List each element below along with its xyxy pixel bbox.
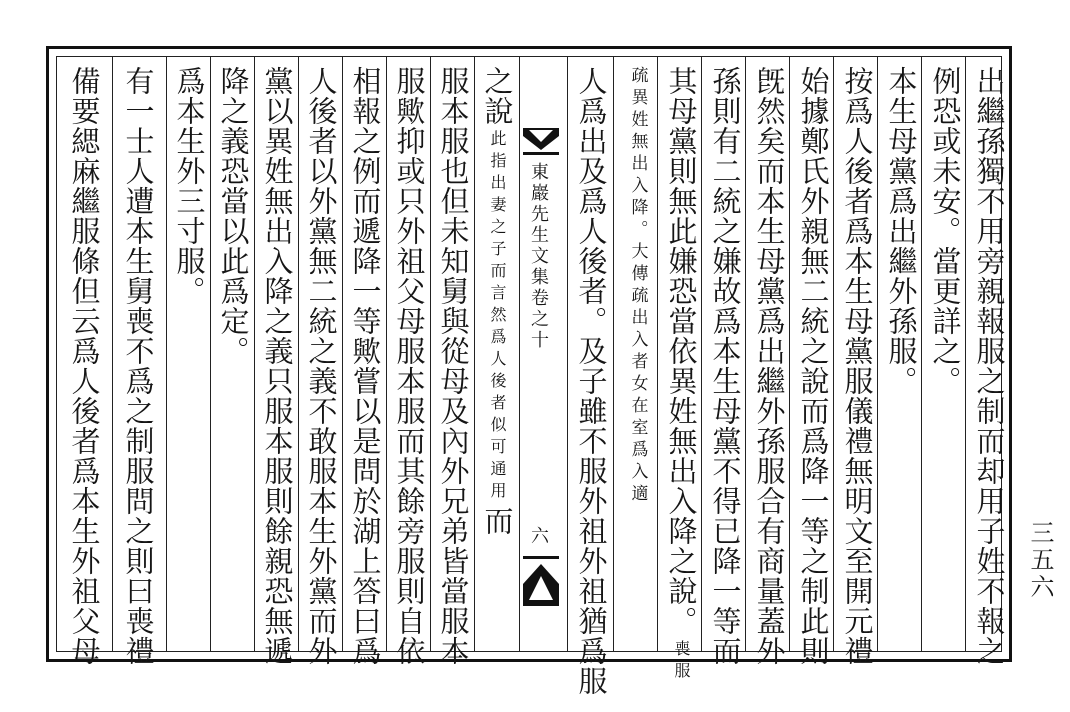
column-rule bbox=[877, 56, 878, 652]
text-column bbox=[257, 66, 297, 666]
column-rule bbox=[112, 56, 113, 652]
column-rule bbox=[474, 56, 475, 652]
annotation-column bbox=[617, 66, 657, 652]
text-column bbox=[169, 66, 209, 652]
column-rule bbox=[657, 56, 658, 652]
column-rule bbox=[921, 56, 922, 652]
column-text: 其母黨則無此嫌恐當依異姓無出入降之說。 bbox=[664, 66, 699, 636]
column-text: 始據鄭氏外親無二統之說而爲降一等之制此則 bbox=[796, 66, 831, 666]
annotation-pair bbox=[673, 640, 689, 684]
fish-tail-ornament-icon bbox=[523, 128, 559, 158]
column-text: 人後者以外黨無二統之義不敢服本生外黨而外 bbox=[304, 66, 339, 666]
text-column bbox=[571, 66, 611, 696]
column-text: 有一士人遭本生舅喪不爲之制服問之則曰喪禮 bbox=[121, 66, 156, 666]
text-column bbox=[433, 66, 473, 666]
annotation-text: 疏異姓無出入降。大傳疏出入者女在室爲入適 bbox=[627, 66, 648, 506]
fish-tail-ornament-icon bbox=[523, 556, 559, 606]
column-rule bbox=[965, 56, 966, 652]
column-text: 旣然矣而本生母黨爲出繼外孫服合有商量蓋外 bbox=[752, 66, 787, 666]
column-text: 按爲人後者爲本生母黨服儀禮無明文至開元禮 bbox=[840, 66, 875, 666]
column-rule bbox=[567, 56, 568, 652]
text-column bbox=[477, 66, 517, 652]
text-column bbox=[64, 66, 104, 666]
center-fold bbox=[519, 56, 563, 652]
text-column bbox=[881, 66, 921, 652]
annotation-right: 喪服 bbox=[672, 640, 691, 684]
column-text: 降之義恐當以此爲定。 bbox=[216, 66, 251, 366]
column-rule bbox=[745, 56, 746, 652]
column-text: 相報之例而遞降一等歟嘗以是問於湖上答曰爲 bbox=[348, 66, 383, 666]
column-text: 出繼孫獨不用旁親報服之制而却用子姓不報之 bbox=[972, 66, 1007, 666]
column-text: 服本服也但未知舅與從母及內外兄弟皆當服本 bbox=[436, 66, 471, 666]
annotation-text: 此指出妻之子而言然爲人後者似可通用 bbox=[488, 130, 507, 504]
column-rule bbox=[210, 56, 211, 652]
column-rule bbox=[342, 56, 343, 652]
column-text: 黨以異姓無出入降之義只服本服則餘親恐無遞 bbox=[260, 66, 295, 666]
text-column bbox=[301, 66, 341, 666]
text-column bbox=[705, 66, 745, 666]
text-column bbox=[837, 66, 877, 666]
section-heading: 爲本生外三寸服。 bbox=[172, 66, 207, 306]
text-column bbox=[661, 66, 701, 684]
column-text: 孫則有二統之嫌故爲本生母黨不得已降一等而 bbox=[708, 66, 743, 666]
column-rule bbox=[298, 56, 299, 652]
book-title: 東巖先生文集卷之十 bbox=[528, 162, 549, 351]
column-text: 人爲出及爲人後者。及子雖不服外祖外祖猶爲服 bbox=[574, 66, 609, 696]
text-column bbox=[118, 66, 158, 666]
leaf-number: 六 bbox=[528, 526, 549, 544]
column-rule bbox=[254, 56, 255, 652]
text-column bbox=[969, 66, 1009, 666]
column-text: 之說 bbox=[480, 66, 515, 126]
column-text: 服歟抑或只外祖父母服本服而其餘旁服則自依 bbox=[392, 66, 427, 666]
column-rule bbox=[789, 56, 790, 652]
text-column bbox=[389, 66, 429, 666]
page-number: 三五六 bbox=[1026, 520, 1054, 601]
text-column bbox=[925, 66, 965, 652]
column-rule bbox=[613, 56, 614, 652]
column-rule bbox=[701, 56, 702, 652]
section-heading: 本生母黨爲出繼外孫服。 bbox=[884, 66, 919, 396]
text-column bbox=[749, 66, 789, 666]
text-column bbox=[213, 66, 253, 652]
column-rule bbox=[833, 56, 834, 652]
column-rule bbox=[386, 56, 387, 652]
text-column bbox=[793, 66, 833, 666]
text-column bbox=[345, 66, 385, 666]
column-text: 例恐或未安。當更詳之。 bbox=[928, 66, 963, 396]
column-rule bbox=[430, 56, 431, 652]
column-text: 而 bbox=[480, 506, 515, 536]
column-text: 備要緦麻繼服條但云爲人後者爲本生外祖父母 bbox=[67, 66, 102, 666]
column-rule bbox=[166, 56, 167, 652]
